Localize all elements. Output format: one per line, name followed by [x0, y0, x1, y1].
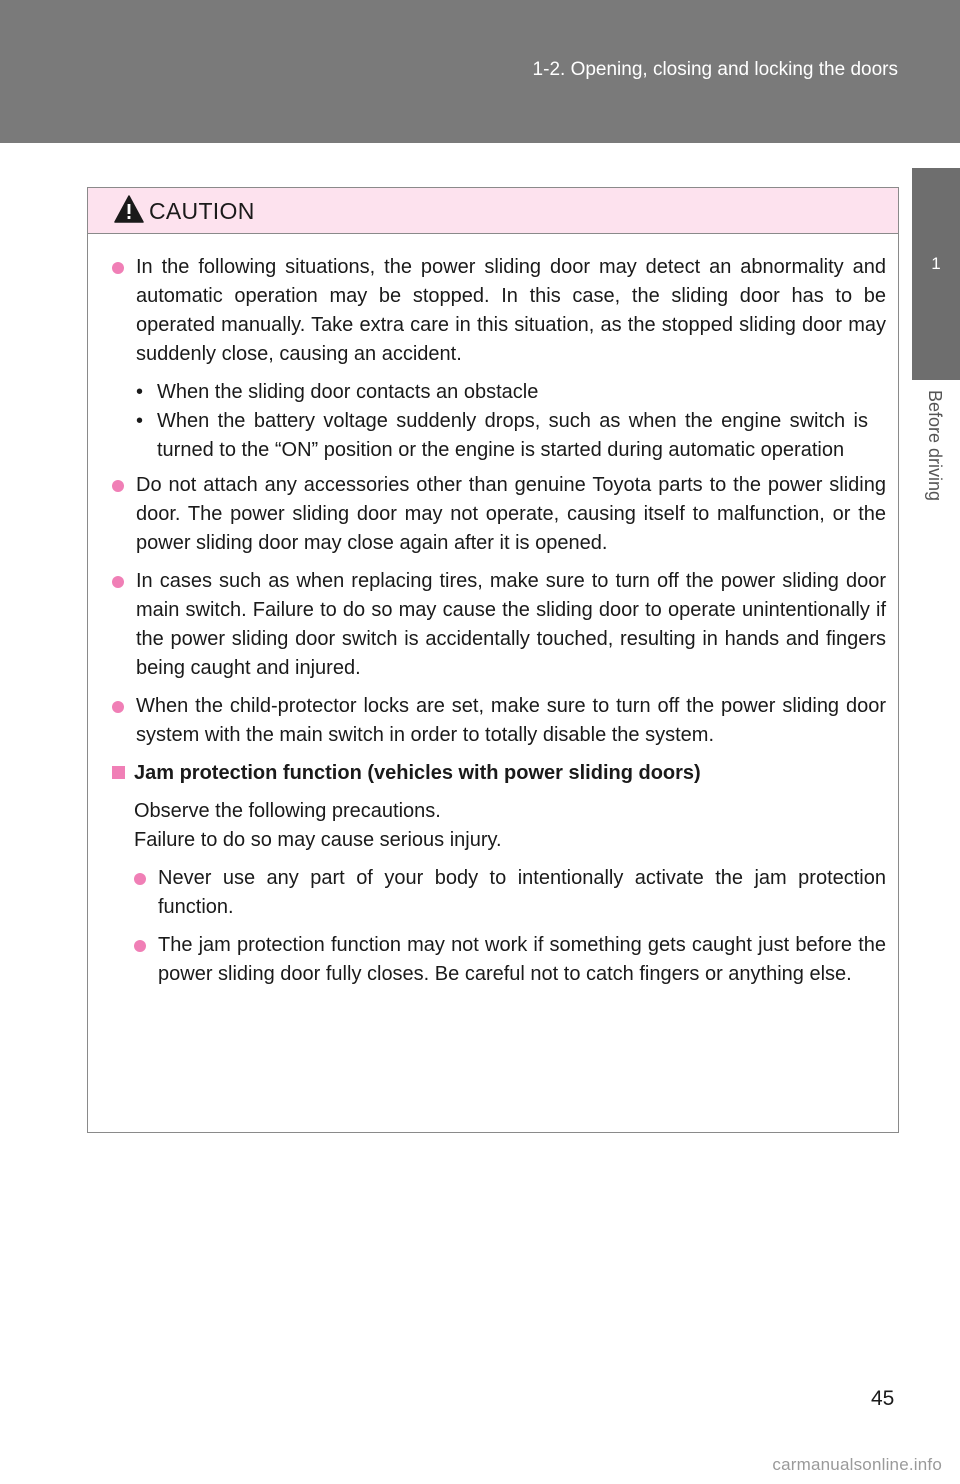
chapter-label: Before driving [925, 390, 945, 502]
section-heading-text: Jam protection function (vehicles with power sliding doors) [134, 762, 701, 784]
situation-item [136, 407, 886, 465]
situation-text: When the battery voltage suddenly drops, such as when the engine switch is turned to the “ON” position or the engine is started during automatic operation [157, 410, 868, 461]
bullet-dot-icon [112, 480, 124, 492]
caution-bullet-text: In cases such as when replacing tires, make sure to turn off the power sliding door main switch. Failure to do so may cause the sliding door to operate unintentionally if the power sliding door switch is accidentally touched, resulting in hands and fingers being caught and injured. [136, 570, 886, 679]
bullet-dot-icon [134, 940, 146, 952]
caution-box [87, 187, 899, 1133]
caution-body [88, 234, 898, 998]
caution-bullet-text: In the following situations, the power sliding door may detect an abnormality and automatic operation may be stopped. In this case, the sliding door has to be operated manually. Take extra care in this situation, as the stopped sliding door may suddenly close, causing an accident. [136, 256, 886, 365]
watermark: carmanualsonline.info [772, 1455, 942, 1474]
caution-bullet [112, 567, 886, 683]
warning-triangle-icon [114, 195, 144, 223]
caution-bullet [112, 471, 886, 558]
section-title: 1-2. Opening, closing and locking the doors [532, 59, 898, 80]
chapter-number: 1 [931, 254, 941, 273]
caution-bullet [134, 864, 886, 922]
situation-list [136, 378, 886, 465]
situation-item [136, 378, 886, 407]
caution-bullet [112, 253, 886, 369]
section-intro [112, 797, 886, 855]
caution-header [88, 188, 898, 234]
section-heading [112, 759, 886, 788]
caution-bullet [112, 692, 886, 750]
chapter-label-wrap [912, 390, 960, 560]
bullet-dot-icon [112, 701, 124, 713]
sub-bullet-mark: • [136, 381, 144, 403]
caution-bullet [134, 931, 886, 989]
section-bullets [134, 864, 886, 989]
caution-title: CAUTION [149, 198, 255, 224]
chapter-tab [912, 168, 960, 380]
situation-text: When the sliding door contacts an obstacle [157, 381, 539, 403]
bullet-dot-icon [134, 873, 146, 885]
page-number: 45 [871, 1387, 895, 1410]
sub-bullet-mark: • [136, 410, 144, 432]
caution-bullet-text: The jam protection function may not work if something gets caught just before the power sliding door fully closes. Be careful not to catch fingers or anything else. [158, 934, 886, 985]
caution-bullet-text: When the child-protector locks are set, make sure to turn off the power sliding door system with the main switch in order to totally disable the system. [136, 695, 886, 746]
bullet-dot-icon [112, 576, 124, 588]
caution-bullet-text: Never use any part of your body to intentionally activate the jam protection function. [158, 867, 886, 918]
square-bullet-icon [112, 766, 125, 779]
section-intro-line: Observe the following precautions. [134, 800, 441, 822]
bullet-dot-icon [112, 262, 124, 274]
section-intro-line: Failure to do so may cause serious injury. [134, 829, 502, 851]
caution-bullet-text: Do not attach any accessories other than genuine Toyota parts to the power sliding door. The power sliding door may not operate, causing itself to malfunction, or the power sliding door may close again after it is opened. [136, 474, 886, 554]
